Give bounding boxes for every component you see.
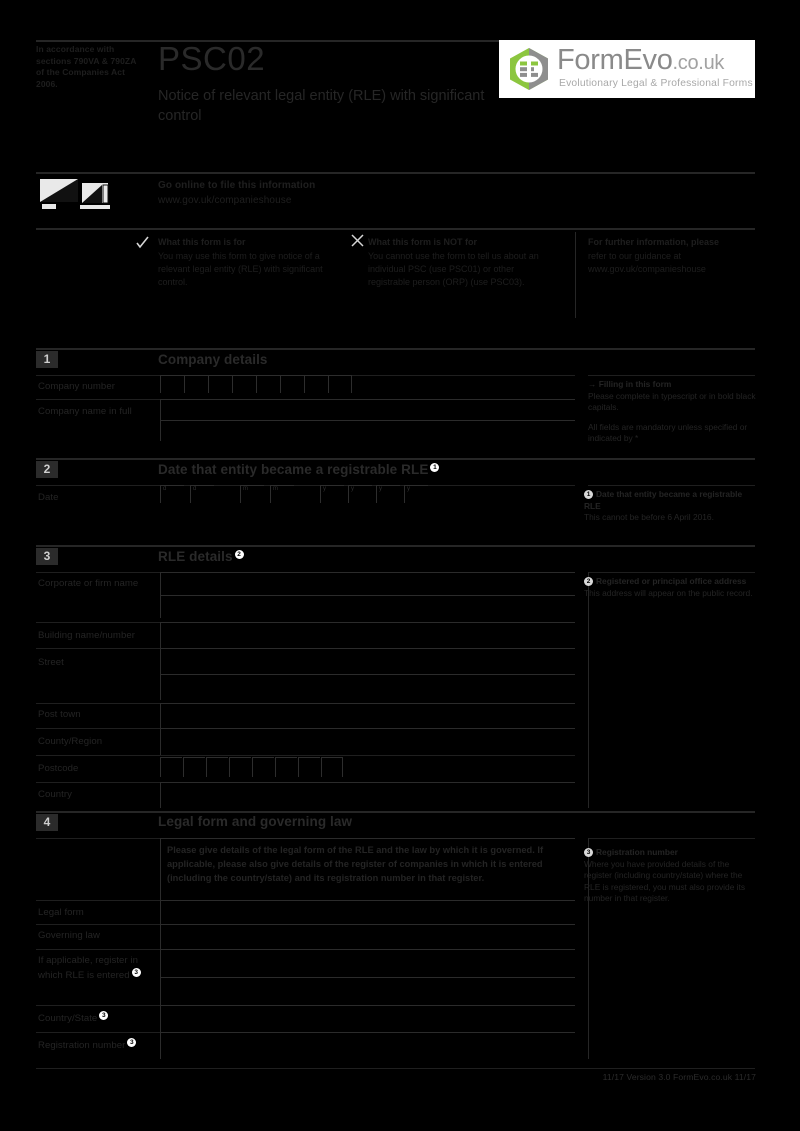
logo-tagline: Evolutionary Legal & Professional Forms bbox=[559, 78, 753, 89]
postcode-cell[interactable] bbox=[183, 757, 205, 777]
further-information-line1: For further information, please bbox=[588, 237, 720, 247]
what-form-is-not-for-title: What this form is NOT for bbox=[368, 237, 477, 247]
company-number-cell[interactable] bbox=[208, 375, 232, 393]
cross-icon bbox=[351, 234, 364, 247]
date-cell-hint: y bbox=[323, 486, 326, 492]
company-number-cell[interactable] bbox=[232, 375, 256, 393]
register-entered-input-2[interactable] bbox=[160, 977, 575, 1005]
country-state-superscript: 3 bbox=[99, 1011, 108, 1020]
further-information-line2: refer to our guidance at bbox=[588, 251, 682, 261]
date-cell-year-3[interactable] bbox=[376, 485, 400, 503]
postcode-label: Postcode bbox=[38, 763, 79, 774]
intro-divider bbox=[575, 232, 576, 318]
country-state-label-text: Country/State bbox=[38, 1013, 98, 1025]
section-3-top-rule bbox=[36, 545, 755, 547]
what-form-is-not-for bbox=[368, 236, 558, 289]
logo-wordmark bbox=[557, 44, 724, 77]
guidance-4-title bbox=[584, 847, 756, 859]
footer-text: 11/17 Version 3.0 FormEvo.co.uk 11/17 bbox=[602, 1072, 756, 1082]
country-label: Country bbox=[38, 789, 72, 800]
date-cell-year-2[interactable] bbox=[348, 485, 372, 503]
formevo-logo bbox=[499, 40, 755, 98]
section-3-title bbox=[158, 549, 244, 564]
guidance-date-registrable bbox=[584, 489, 756, 524]
county-region-label: County/Region bbox=[38, 736, 103, 747]
country-input[interactable] bbox=[160, 782, 575, 808]
street-input-2[interactable] bbox=[160, 674, 575, 700]
country-state-input[interactable] bbox=[160, 1005, 575, 1032]
go-online-title: Go online to file this information bbox=[158, 180, 316, 191]
guidance-1-top-rule bbox=[588, 375, 755, 376]
section-1-title: Company details bbox=[158, 352, 268, 367]
date-cell-hint: d bbox=[163, 486, 167, 492]
what-form-is-for-body: You may use this form to give notice of a relevant legal entity (RLE) with significant control. bbox=[158, 251, 323, 287]
date-cell-hint: m bbox=[243, 486, 248, 492]
section-4-top-rule bbox=[36, 811, 755, 813]
company-number-cell[interactable] bbox=[304, 375, 328, 393]
date-label: Date bbox=[38, 492, 59, 503]
guidance-3-marker: 2 bbox=[584, 577, 593, 586]
guidance-4-title-text: Registration number bbox=[596, 847, 678, 857]
guidance-4-top-rule bbox=[588, 838, 755, 839]
intro-top-rule bbox=[36, 228, 755, 230]
date-cell-hint: y bbox=[351, 486, 354, 492]
registration-number-label bbox=[38, 1038, 136, 1053]
register-entered-label bbox=[38, 955, 152, 982]
guidance-1-title-text: Filling in this form bbox=[598, 379, 672, 389]
section-3-number: 3 bbox=[36, 548, 58, 565]
logo-tld-text: .co.uk bbox=[672, 52, 725, 74]
section-2-number: 2 bbox=[36, 461, 58, 478]
date-cell-day-1[interactable] bbox=[160, 485, 184, 503]
company-name-input-2[interactable] bbox=[160, 420, 575, 441]
county-region-input[interactable] bbox=[160, 728, 575, 755]
date-cell-month-2[interactable] bbox=[270, 485, 294, 503]
guidance-1-title bbox=[588, 379, 760, 391]
guidance-3-title bbox=[584, 576, 756, 588]
postcode-cell[interactable] bbox=[298, 757, 320, 777]
section-2-header-rule bbox=[36, 485, 575, 486]
legal-form-label: Legal form bbox=[38, 907, 84, 918]
section-4-instruction: Please give details of the legal form of the RLE and the law by which it is governed. If applicable, please also give details of the register of companies in which it is entered (including the country/state) and its registration number in that register. bbox=[167, 845, 544, 883]
arrow-icon: → bbox=[588, 379, 597, 389]
section-2-title-text: Date that entity became a registrable RLE bbox=[158, 462, 429, 477]
postcode-cell[interactable] bbox=[275, 757, 297, 777]
form-title: Notice of relevant legal entity (RLE) with significant control bbox=[158, 88, 485, 124]
further-information-link[interactable]: www.gov.uk/companieshouse bbox=[588, 264, 706, 274]
corporate-firm-name-input-1[interactable] bbox=[160, 572, 575, 595]
register-entered-superscript: 3 bbox=[132, 968, 141, 977]
country-state-label bbox=[38, 1011, 108, 1026]
date-cell-hint: m bbox=[273, 486, 278, 492]
building-name-number-input[interactable] bbox=[160, 622, 575, 648]
building-name-number-label: Building name/number bbox=[38, 630, 135, 641]
date-cell-year-1[interactable] bbox=[320, 485, 344, 503]
further-information bbox=[588, 236, 768, 276]
what-form-is-for-title: What this form is for bbox=[158, 237, 246, 247]
guidance-registered-office bbox=[584, 576, 756, 599]
postcode-cell[interactable] bbox=[252, 757, 274, 777]
street-input-1[interactable] bbox=[160, 648, 575, 674]
companies-house-link[interactable]: www.gov.uk/companieshouse bbox=[158, 195, 292, 206]
date-cell-hint: y bbox=[379, 486, 382, 492]
footer-rule bbox=[36, 1068, 755, 1069]
company-name-input-1[interactable] bbox=[160, 399, 575, 420]
company-number-cell[interactable] bbox=[160, 375, 184, 393]
company-number-label: Company number bbox=[38, 381, 115, 392]
section-3-title-text: RLE details bbox=[158, 549, 233, 564]
company-name-label: Company name in full bbox=[38, 406, 132, 417]
postcode-cell[interactable] bbox=[206, 757, 228, 777]
guidance-filling-in-form bbox=[588, 379, 760, 445]
register-entered-input-1[interactable] bbox=[160, 949, 575, 977]
date-cell-day-2[interactable] bbox=[190, 485, 214, 503]
section-4-title: Legal form and governing law bbox=[158, 814, 353, 829]
guidance-3-top-rule bbox=[588, 572, 755, 573]
guidance-2-top-rule bbox=[588, 485, 755, 486]
section-1-top-rule bbox=[36, 348, 755, 350]
section-2-title-superscript: 1 bbox=[430, 463, 439, 472]
logo-name-text: FormEvo bbox=[557, 44, 673, 76]
tick-icon bbox=[136, 236, 149, 249]
monitor-icon bbox=[40, 179, 110, 209]
date-cell-year-4[interactable] bbox=[404, 485, 428, 503]
what-form-is-not-for-body: You cannot use the form to tell us about an individual PSC (use PSC01) or other registrable person (ORP) (use PSC03). bbox=[368, 251, 539, 287]
section-1-number: 1 bbox=[36, 351, 58, 368]
governing-law-label: Governing law bbox=[38, 930, 100, 941]
date-cell-hint: d bbox=[193, 486, 197, 492]
street-label: Street bbox=[38, 657, 64, 668]
company-number-cell[interactable] bbox=[184, 375, 208, 393]
company-number-cell[interactable] bbox=[328, 375, 352, 393]
corporate-firm-name-input-2[interactable] bbox=[160, 595, 575, 618]
guidance-2-body1: This cannot be before 6 April 2016. bbox=[584, 512, 714, 523]
section-3-title-superscript: 2 bbox=[235, 550, 244, 559]
guidance-3-title-text: Registered or principal office address bbox=[596, 576, 747, 586]
form-code: PSC02 bbox=[158, 40, 266, 77]
postcode-cell[interactable] bbox=[229, 757, 251, 777]
postcode-cell[interactable] bbox=[160, 757, 182, 777]
guidance-2-title bbox=[584, 489, 756, 512]
formevo-hexagon-icon bbox=[507, 47, 551, 91]
guidance-2-marker: 1 bbox=[584, 490, 593, 499]
register-entered-label-text: If applicable, register in which RLE is entered bbox=[38, 955, 138, 981]
corporate-firm-name-label: Corporate or firm name bbox=[38, 578, 139, 589]
company-number-cell[interactable] bbox=[280, 375, 304, 393]
registration-number-label-text: Registration number bbox=[38, 1040, 126, 1052]
section-2-title bbox=[158, 462, 439, 477]
company-number-cell[interactable] bbox=[256, 375, 280, 393]
date-cell-month-1[interactable] bbox=[240, 485, 264, 503]
post-town-label: Post town bbox=[38, 709, 81, 720]
what-form-is-for bbox=[158, 236, 333, 289]
post-town-input[interactable] bbox=[160, 703, 575, 728]
guidance-registration-number bbox=[584, 847, 756, 905]
accordance-text: In accordance with sections 790VA & 790ZA of the Companies Act 2006. bbox=[36, 44, 137, 89]
county-region-bottom-rule bbox=[36, 755, 575, 756]
guidance-4-body1: Where you have provided details of the register (including country/state) where the RLE is registered, you must also provide its number in that register. bbox=[584, 858, 746, 904]
guidance-1-body1: Please complete in typescript or in bold black capitals. bbox=[588, 390, 756, 413]
governing-law-input[interactable] bbox=[160, 924, 575, 949]
postcode-cell[interactable] bbox=[321, 757, 343, 777]
guidance-4-marker: 3 bbox=[584, 848, 593, 857]
section-2-top-rule bbox=[36, 458, 755, 460]
registration-number-superscript: 3 bbox=[127, 1038, 136, 1047]
guidance-3-divider bbox=[588, 572, 589, 808]
legal-form-input[interactable] bbox=[160, 900, 575, 924]
guidance-2-title-text: Date that entity became a registrable RLE bbox=[584, 489, 743, 511]
guidance-1-body2: All fields are mandatory unless specified or indicated by * bbox=[588, 421, 748, 444]
registration-number-input[interactable] bbox=[160, 1032, 575, 1059]
online-top-rule bbox=[36, 172, 755, 174]
date-cell-hint: y bbox=[407, 486, 410, 492]
section-4-number: 4 bbox=[36, 814, 58, 831]
guidance-3-body1: This address will appear on the public record. bbox=[584, 587, 753, 598]
